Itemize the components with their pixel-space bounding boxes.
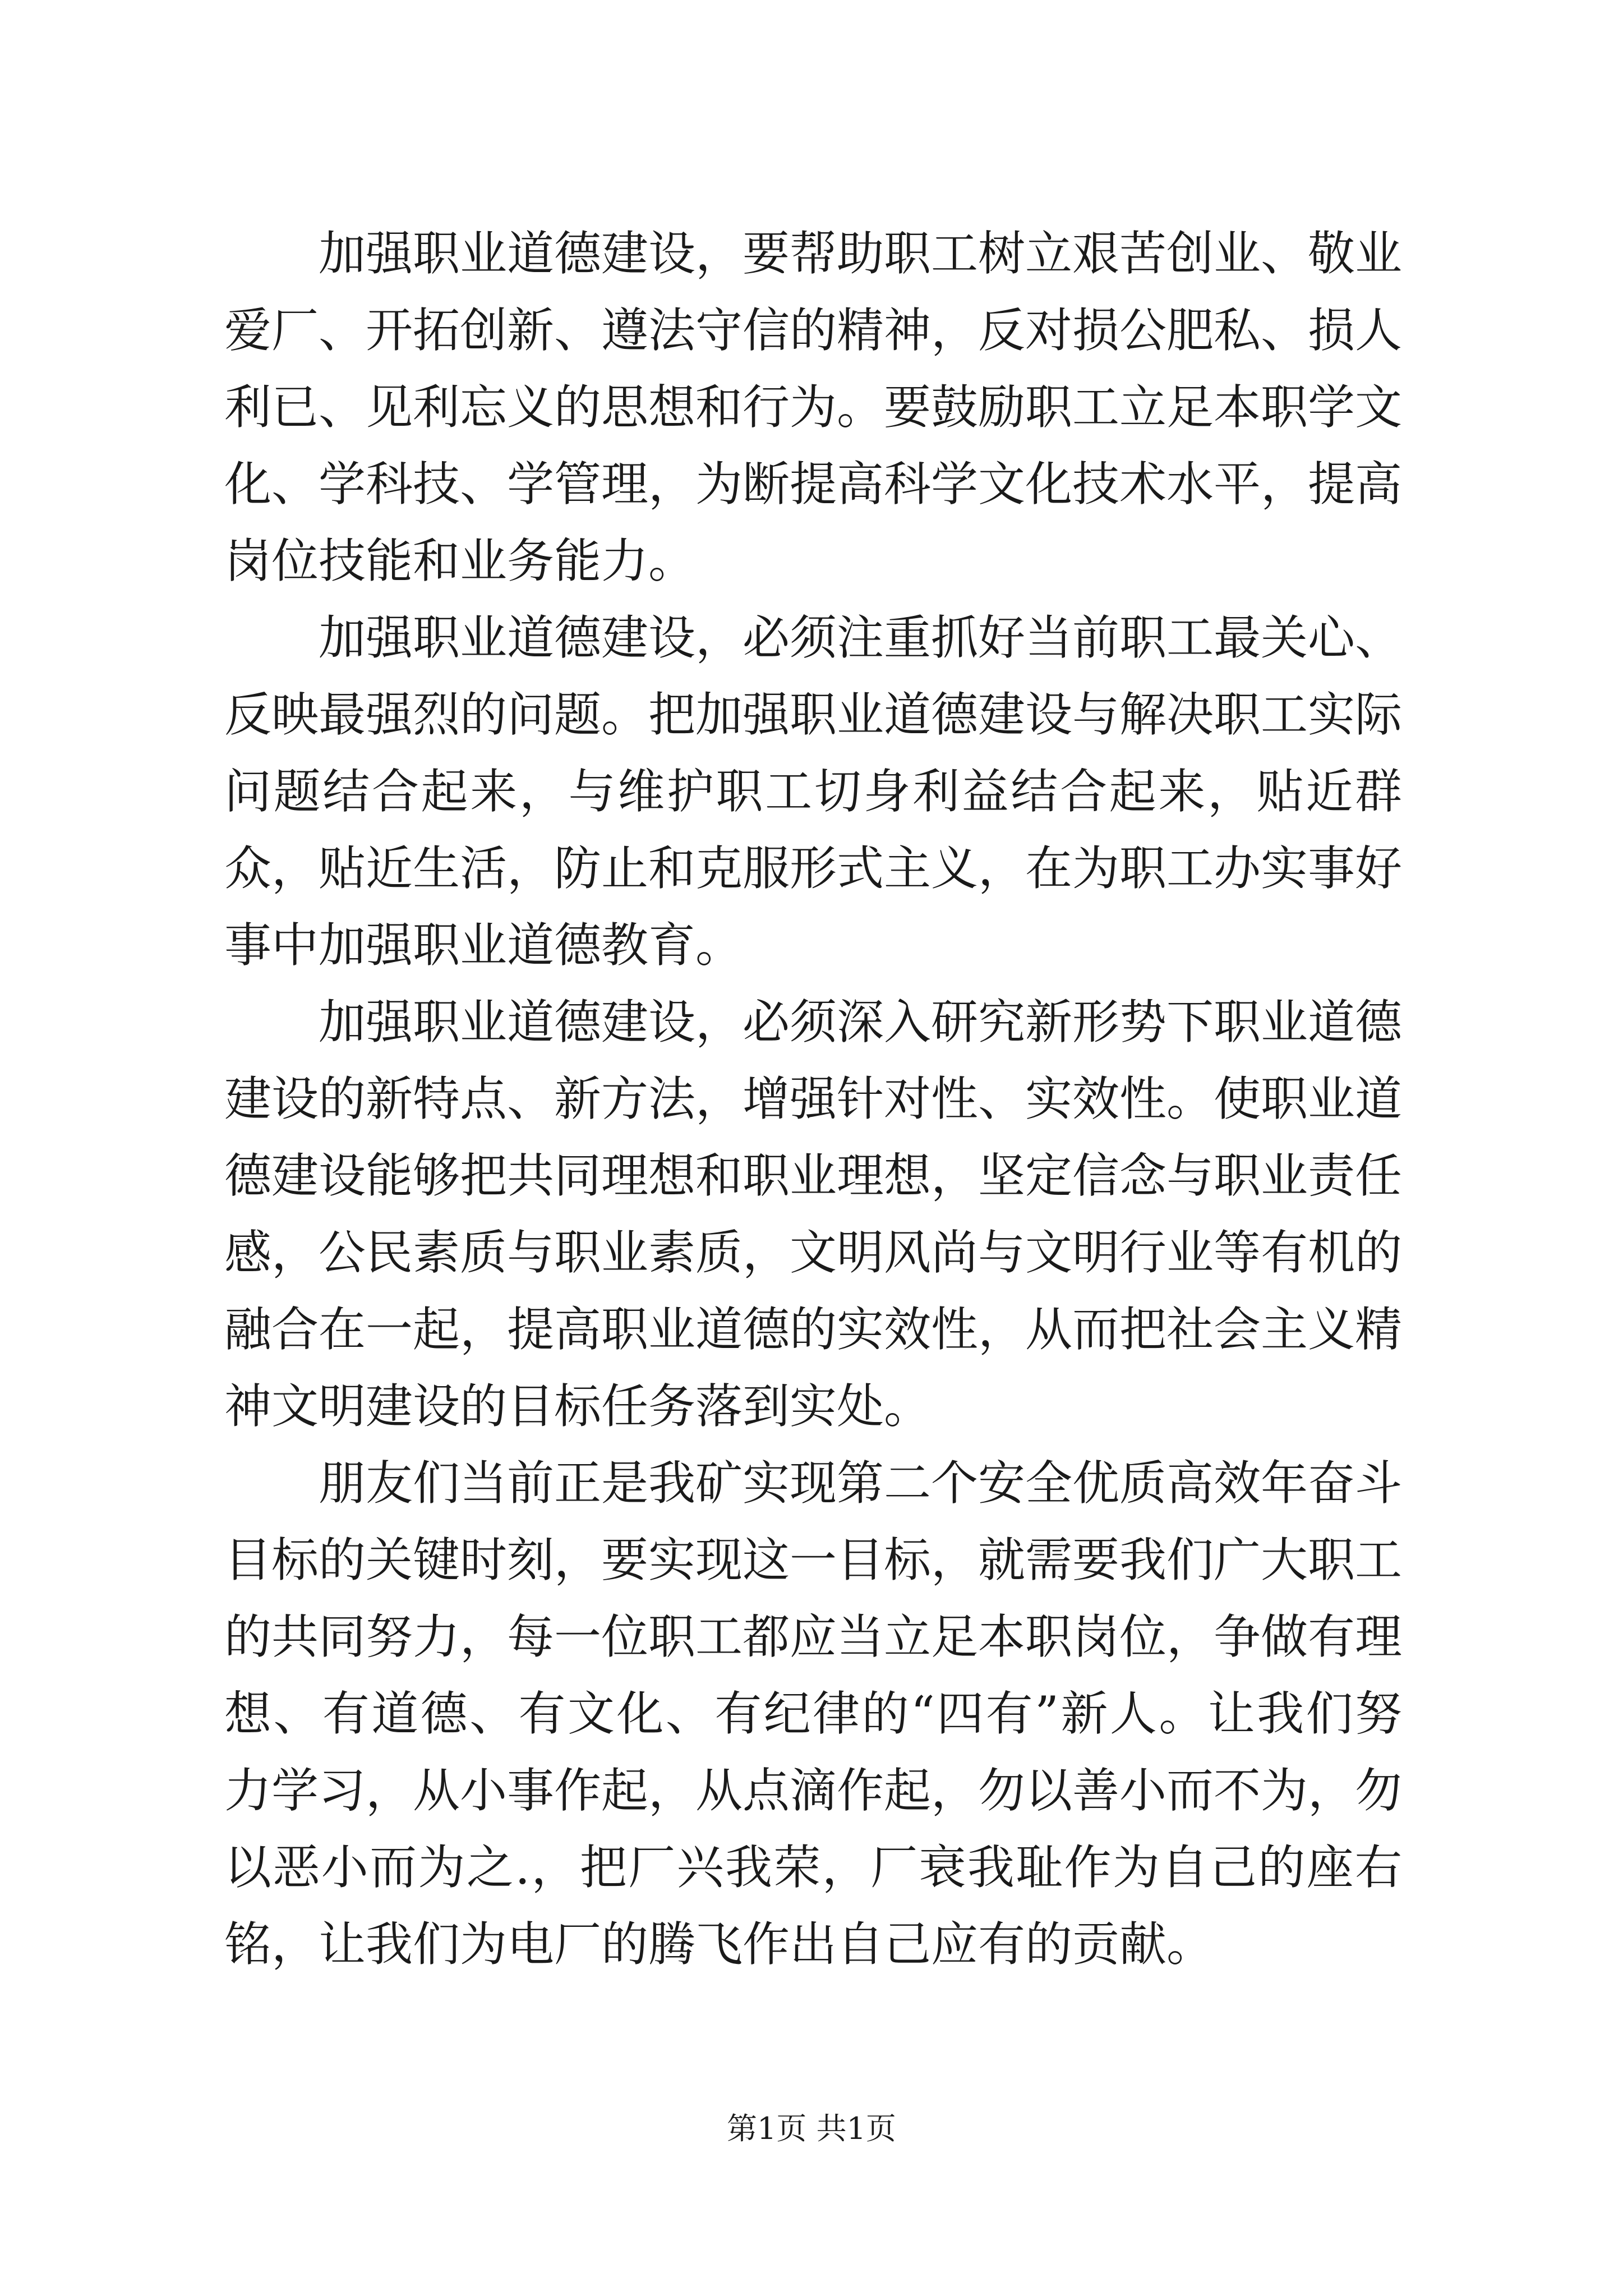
document-body bbox=[224, 215, 1402, 1983]
paragraph-2: 加强职业道德建设，必须注重抓好当前职工最关心、反映最强烈的问题。把加强职业道德建设与解决职工实际问题结合起来，与维护职工切身利益结合起来，贴近群众，贴近生活，防止和克服形式主义，在为职工办实事好事中加强职业道德教育。 bbox=[224, 610, 1403, 973]
page-footer: 第1页 共1页 bbox=[727, 2111, 896, 2146]
paragraph-1: 加强职业道德建设，要帮助职工树立艰苦创业、敬业爱厂、开拓创新、遵法守信的精神，反对损公肥私、损人利已、见利忘义的思想和行为。要鼓励职工立足本职学文化、学科技、学管理，为断提高科学文化技术水平，提高岗位技能和业务能力。 bbox=[224, 226, 1403, 588]
paragraph-3: 加强职业道德建设，必须深入研究新形势下职业道德建设的新特点、新方法，增强针对性、实效性。使职业道德建设能够把共同理想和职业理想，坚定信念与职业责任感，公民素质与职业素质，文明风尚与文明行业等有机的融合在一起，提高职业道德的实效性，从而把社会主义精神文明建设的目标任务落到实处。 bbox=[224, 995, 1403, 1434]
paragraph-4: 朋友们当前正是我矿实现第二个安全优质高效年奋斗目标的关键时刻，要实现这一目标，就需要我们广大职工的共同努力，每一位职工都应当立足本职岗位，争做有理想、有道德、有文化、有纪律的“四有”新人。让我们努力学习，从小事作起，从点滴作起，勿以善小而不为，勿以恶小而为之.，把厂兴我荣，厂衰我耻作为自己的座右铭，让我们为电厂的腾飞作出自己应有的贡献。 bbox=[224, 1456, 1403, 1972]
